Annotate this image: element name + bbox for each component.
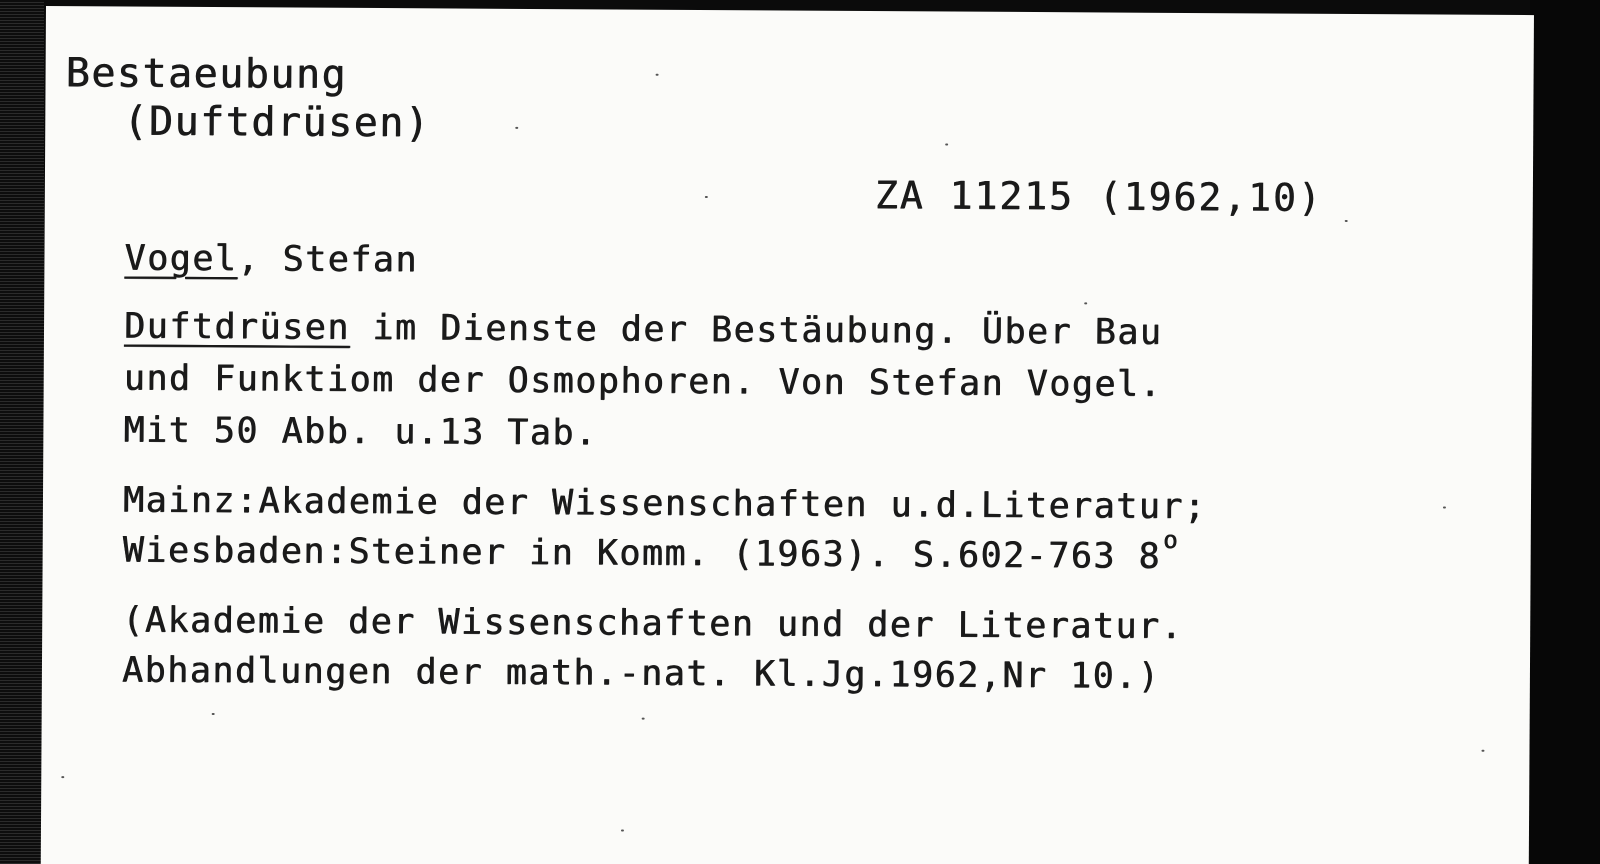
title-line-3: Mit 50 Abb. u.13 Tab. xyxy=(123,410,598,454)
author-surname: Vogel xyxy=(124,238,238,280)
title-keyword: Duftdrüsen xyxy=(123,306,350,348)
dust-speck xyxy=(515,127,518,129)
title-line-2: und Funktiom der Osmophoren. Von Stefan Vogel. xyxy=(123,358,1163,405)
subject-heading: Bestaeubung xyxy=(65,50,348,98)
dust-speck xyxy=(1345,220,1348,222)
dust-speck xyxy=(642,718,645,720)
dust-speck xyxy=(212,713,215,715)
scan-right-border xyxy=(1530,0,1600,864)
imprint-line-1: Mainz:Akademie der Wissenschaften u.d.Literatur; xyxy=(122,480,1207,528)
catalog-card xyxy=(41,6,1534,864)
dust-speck xyxy=(621,830,624,832)
author-forename: , Stefan xyxy=(237,239,419,281)
subject-subheading: (Duftdrüsen) xyxy=(123,98,431,147)
call-number: ZA 11215 (1962,10) xyxy=(874,173,1323,220)
series-line-2: Abhandlungen der math.-nat. Kl.Jg.1962,Nr 10.) xyxy=(121,650,1161,697)
scan-left-border xyxy=(0,0,44,864)
imprint-line-2 xyxy=(122,525,1180,577)
dust-speck xyxy=(1084,302,1087,304)
author-line xyxy=(124,238,418,280)
dust-speck xyxy=(61,776,64,778)
imprint-line-2-text: Wiesbaden:Steiner in Komm. (1963). S.602-763 8 xyxy=(122,530,1162,577)
dust-speck xyxy=(1481,750,1484,752)
title-line-1 xyxy=(124,306,1163,352)
series-line-1: (Akademie der Wissenschaften und der Literatur. xyxy=(122,600,1184,647)
dust-speck xyxy=(656,74,659,76)
dust-speck xyxy=(1443,507,1446,509)
dust-speck xyxy=(705,196,708,198)
dust-speck xyxy=(945,143,948,145)
title-line-1-rest: im Dienste der Bestäubung. Über Bau xyxy=(349,307,1163,353)
format-mark: o xyxy=(1162,525,1180,554)
